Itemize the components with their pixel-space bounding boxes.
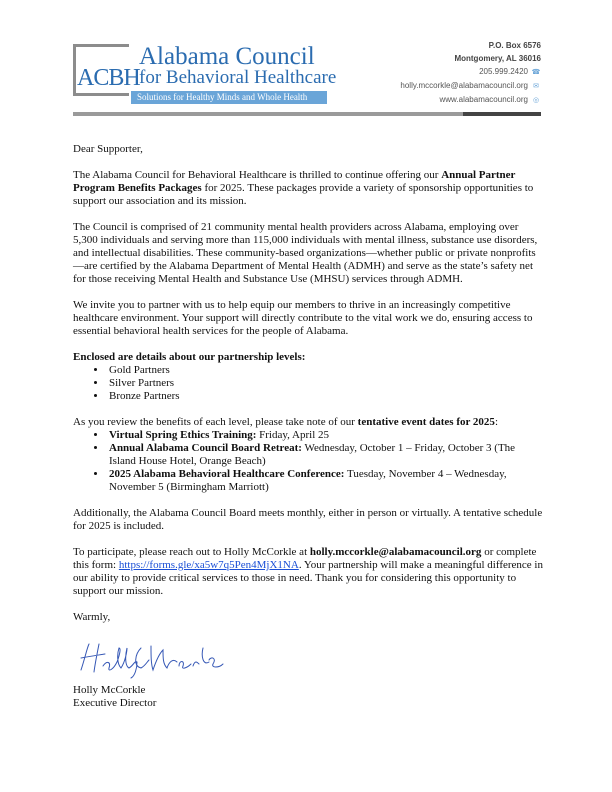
email-address[interactable]: holly.mccorkle@alabamacouncil.org — [400, 81, 528, 90]
form-link[interactable]: https://forms.gle/xa5w7q5Pen4MjX1NA — [118, 559, 299, 571]
website-line — [400, 93, 541, 107]
website-url[interactable]: www.alabamacouncil.org — [439, 95, 528, 104]
program-name: Annual Partner Program Benefits Packages — [73, 169, 516, 194]
list-item: • Annual Alabama Council Board Retreat: Wednesday, October 1 – Friday, October 3 (The Island House Hotel, Orange Beach) — [107, 442, 543, 468]
phone-line — [400, 65, 541, 79]
paragraph-council: The Council is comprised of 21 community mental health providers across Alabama, employing over 5,300 individuals and serving more than 115,000 individuals with mental illness, substance use disorders, and intellectual disabilities. These community-based organizations—whether public or private nonprofits—are certified by the Alabama Department of Mental Health (ADMH) and serve as the state’s safety net for those receiving Mental Health and Substance Use (MHSU) services through ADMH. — [73, 221, 538, 285]
logo-acbh-text: ACBH — [77, 65, 140, 91]
phone-number: 205.999.2420 — [479, 67, 528, 76]
email-line — [400, 79, 541, 93]
list-item: • Virtual Spring Ethics Training: Friday, April 25 — [107, 429, 543, 442]
paragraph-board: Additionally, the Alabama Council Board meets monthly, either in person or virtually. A tentative schedule for 2025 is included. — [73, 507, 543, 532]
email-icon: ✉ — [533, 83, 539, 90]
signer-block — [73, 684, 156, 710]
logo-name-line2: for Behavioral Healthcare — [139, 67, 337, 88]
paragraph-intro: The Alabama Council for Behavioral Healthcare is thrilled to continue offering our Annual Partner Program Benefits Packages for 2025. These packages provide a variety of sponsorship opportunities to support our association and its mission. — [73, 169, 534, 207]
letter-body — [73, 143, 543, 637]
city-line: Montgomery, AL 36016 — [454, 54, 541, 63]
list-item: • Bronze Partners — [107, 390, 543, 403]
contact-block — [400, 39, 541, 107]
logo-tagline: Solutions for Healthy Minds and Whole Health — [131, 91, 327, 104]
logo-name-line1: Alabama Council — [139, 43, 315, 70]
po-box: P.O. Box 6576 — [488, 41, 541, 50]
signer-name: Holly McCorkle — [73, 684, 146, 696]
phone-icon: ☎ — [531, 69, 541, 76]
list-item: • Silver Partners — [107, 377, 543, 390]
header-divider — [73, 112, 541, 116]
salutation: Dear Supporter, — [73, 143, 143, 155]
list-item: • Gold Partners — [107, 364, 543, 377]
globe-icon: ◎ — [532, 97, 540, 104]
events-list — [73, 429, 543, 494]
closing: Warmly, — [73, 611, 111, 623]
list-item: • 2025 Alabama Behavioral Healthcare Conference: Tuesday, November 4 – Wednesday, November 5 (Birmingham Marriott) — [107, 468, 543, 494]
handwritten-signature — [77, 640, 227, 680]
events-intro: As you review the benefits of each level, please take note of our tentative event dates for 2025: — [73, 416, 498, 428]
signer-title: Executive Director — [73, 697, 157, 709]
levels-list — [73, 364, 543, 403]
contact-email[interactable]: holly.mccorkle@alabamacouncil.org — [309, 546, 482, 558]
paragraph-invite: We invite you to partner with us to help equip our members to thrive in an increasingly competitive healthcare environment. Your support will directly contribute to the vital work we do, ensuring access to essential behavioral health services for the people of Alabama. — [73, 299, 533, 337]
acbh-logo — [73, 43, 337, 104]
levels-heading: Enclosed are details about our partnership levels: — [73, 351, 306, 363]
paragraph-participate: To participate, please reach out to Holly McCorkle at holly.mccorkle@alabamacouncil.org or complete this form: https://forms.gle/xa5w7q5Pen4MjX1NA. Your partnership will make a meaningful difference in our ability to provide critical services to those in need. Thank you for considering this opportunity to support our mission. — [73, 546, 543, 597]
